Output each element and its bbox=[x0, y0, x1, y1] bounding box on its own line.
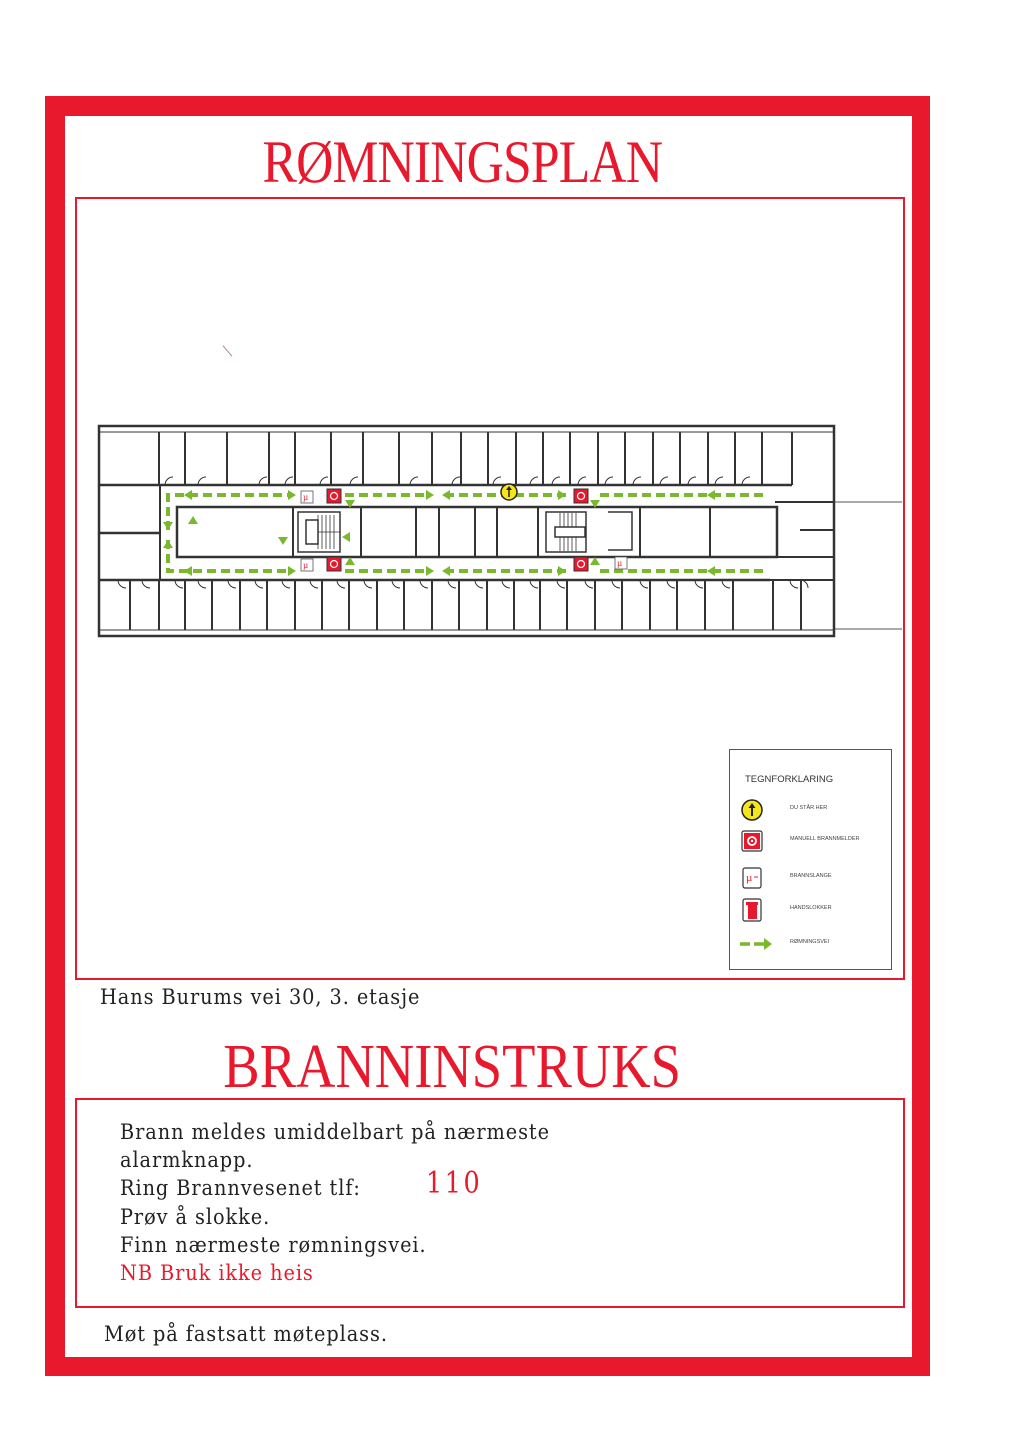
legend-item-fire-extinguisher bbox=[740, 898, 890, 922]
legend-item-fire-alarm bbox=[740, 829, 890, 853]
instruction-line: Finn nærmeste rømningsvei. bbox=[120, 1233, 427, 1257]
legend-box bbox=[729, 749, 892, 970]
warning-line: NB Bruk ikke heis bbox=[120, 1261, 314, 1285]
svg-text:µ: µ bbox=[617, 558, 623, 568]
emergency-phone-number: 110 bbox=[426, 1166, 483, 1201]
legend-label: MANUELL BRANNMELDER bbox=[790, 836, 860, 842]
legend-item-you-are-here bbox=[740, 798, 890, 822]
instruction-line: Brann meldes umiddelbart på nærmeste bbox=[120, 1120, 550, 1144]
instructions-box bbox=[75, 1098, 905, 1308]
instruction-line: alarmknapp. bbox=[120, 1148, 254, 1172]
instruction-line: Prøv å slokke. bbox=[120, 1205, 271, 1229]
fire-extinguisher-icon bbox=[740, 898, 764, 922]
instruction-line: Ring Brannvesenet tlf: bbox=[120, 1176, 361, 1200]
section-title-text: BRANNINSTRUKS bbox=[223, 1033, 681, 1101]
meeting-point-text: Møt på fastsatt møteplass. bbox=[104, 1322, 388, 1346]
legend-item-escape-route bbox=[740, 932, 890, 956]
address-text: Hans Burums vei 30, 3. etasje bbox=[100, 985, 421, 1009]
svg-text:µ: µ bbox=[303, 492, 309, 502]
section-title bbox=[0, 1032, 1024, 1103]
svg-text:µ: µ bbox=[746, 872, 753, 884]
legend-title: TEGNFORKLARING bbox=[745, 774, 834, 785]
fire-alarm-icon bbox=[740, 829, 764, 853]
escape-route-icon bbox=[740, 932, 780, 956]
legend-label: BRANNSLANGE bbox=[790, 873, 832, 879]
legend-label: DU STÅR HER bbox=[790, 805, 828, 811]
fire-hose-icon bbox=[740, 866, 764, 890]
legend-label: HANDSLOKKER bbox=[790, 905, 832, 911]
legend-label: RØMNINGSVEI bbox=[790, 939, 830, 945]
legend-item-fire-hose bbox=[740, 866, 890, 890]
you-are-here-marker bbox=[501, 484, 517, 500]
you-are-here-icon bbox=[740, 798, 764, 822]
svg-text:µ: µ bbox=[303, 560, 309, 570]
title-text: RØMNINGSPLAN bbox=[262, 129, 662, 195]
